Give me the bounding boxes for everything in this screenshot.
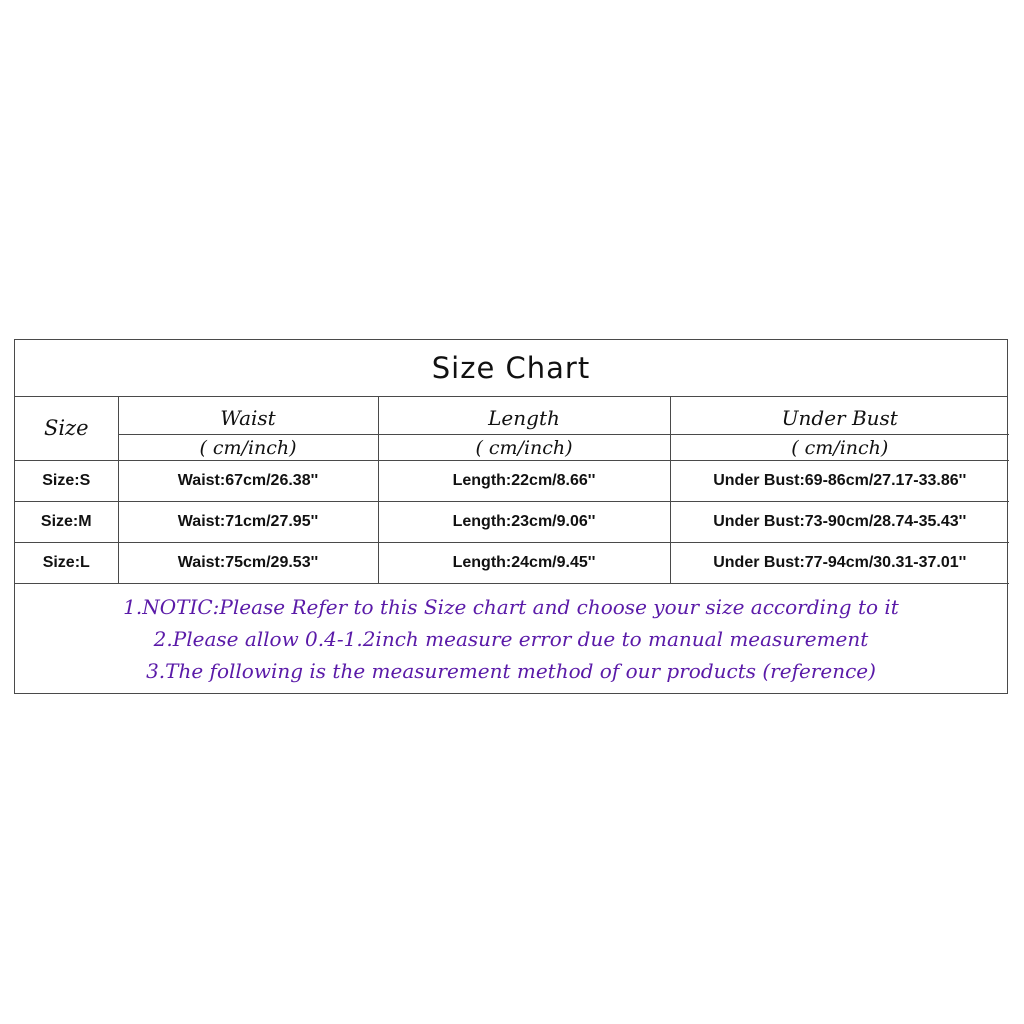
size-cell: Size:L [15, 543, 118, 584]
size-column-header: Size [15, 396, 118, 461]
under-bust-cell: Under Bust:77-94cm/30.31-37.01'' [670, 543, 1009, 584]
note-line: 3.The following is the measurement method of our products (reference) [146, 658, 876, 683]
waist-cell: Waist:75cm/29.53'' [118, 543, 378, 584]
under-bust-unit: ( cm/inch) [670, 435, 1009, 461]
waist-unit: ( cm/inch) [118, 435, 378, 461]
table-row [15, 502, 1009, 543]
unit-row [15, 435, 1009, 461]
note-line: 1.NOTIC:Please Refer to this Size chart and choose your size according to it [123, 594, 899, 619]
header-row [15, 396, 1009, 435]
under-bust-cell: Under Bust:69-86cm/27.17-33.86'' [670, 461, 1009, 502]
chart-title: Size Chart [15, 340, 1007, 397]
length-column-header: Length [378, 396, 670, 435]
length-unit: ( cm/inch) [378, 435, 670, 461]
size-cell: Size:S [15, 461, 118, 502]
under-bust-column-header: Under Bust [670, 396, 1009, 435]
table-row [15, 461, 1009, 502]
size-cell: Size:M [15, 502, 118, 543]
note-line: 2.Please allow 0.4-1.2inch measure error due to manual measurement [153, 626, 869, 651]
table-row [15, 543, 1009, 584]
length-cell: Length:24cm/9.45'' [378, 543, 670, 584]
length-cell: Length:22cm/8.66'' [378, 461, 670, 502]
waist-column-header: Waist [118, 396, 378, 435]
notes-section [15, 582, 1007, 695]
under-bust-cell: Under Bust:73-90cm/28.74-35.43'' [670, 502, 1009, 543]
size-chart [14, 339, 1008, 694]
size-table [15, 396, 1009, 584]
waist-cell: Waist:67cm/26.38'' [118, 461, 378, 502]
waist-cell: Waist:71cm/27.95'' [118, 502, 378, 543]
length-cell: Length:23cm/9.06'' [378, 502, 670, 543]
